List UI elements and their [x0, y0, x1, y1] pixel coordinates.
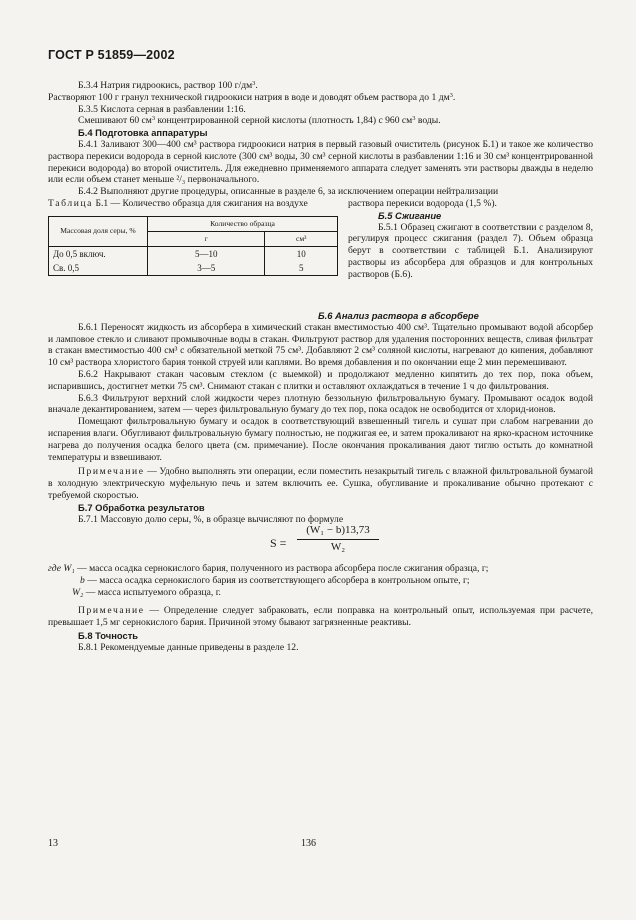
note-1 — [48, 466, 593, 501]
section-b7-title: Б.7 Обработка результатов — [78, 501, 205, 513]
table-column — [48, 198, 338, 276]
table-header-group: Количество образца — [148, 216, 338, 231]
formula-numerator: (W₁ − b)13,73 — [306, 524, 370, 537]
clause-b34: Б.3.4 Натрия гидроокись, раствор 100 $г/дм^3$. — [78, 80, 258, 91]
table-cell: 5 — [265, 261, 338, 276]
clause-b51: Б.5.1 Образец сжигают в соответствии с разделом 8, регулируя процесс сжигания (раздел 7). Объем образца берут в соответствии с таблицей Б.1. Анализируют растворы из абсорбера для образцов и для контрольных растворов (Б.6). — [348, 221, 593, 280]
table-header-g: г — [148, 231, 265, 246]
clause-b42-cont: раствора перекиси водорода (1,5 %). — [348, 197, 497, 209]
legend-symbol: b — [80, 575, 85, 587]
formula-lhs: S = — [270, 536, 287, 551]
formula-denominator: W₂ — [330, 541, 346, 554]
right-column — [348, 198, 593, 281]
note-2-text: — Определение следует забраковать, если поправка на контрольный опыт, используемая при расчете, превышает 1,5 мг сернокислого бария. Причиной этому бывают загрязненные реактивы. — [48, 604, 593, 628]
table-caption-prefix: Таблица — [48, 197, 94, 209]
note-2-label: Примечание — [78, 604, 145, 616]
clause-b63-2: Помещают фильтровальную бумагу и осадок в соответствующий взвешенный тигель и сушат при слабом нагревании до испарения влаги. Обугливают фильтровальную бумагу полностью, не поджигая ее, и затем прокаливают на ярко-красном источнике нагрева до получения осадка белого цвета (см. примечание). После окончания прокаливания дают тиглю остыть до комнатной температуры и взвешивают. — [48, 416, 593, 463]
legend-symbol: W₂ — [72, 586, 84, 598]
table-header-mass: Массовая доля серы, % — [49, 216, 148, 246]
formula-legend — [48, 563, 593, 598]
clause-b35-body-a: Смешивают 60 см — [78, 115, 152, 127]
clause-b35-body: Смешивают 60 $см^3$ концентрированной серной кислоты (плотность 1,84) с 960 $см^3$ воды. — [78, 115, 441, 127]
clause-b41: Б.4.1 Заливают 300—400 см³ раствора гидроокиси натрия в первый газовый очиститель (рисунок Б.1) и такое же количество раствора перекиси водорода в серной кислоте (300 см³ воды, 30 см³ серной кислоты в разбавлении 1:16 и 30 см³ концентрированной перекиси водорода) во второй очиститель. Для ежедневно применяемого аппарата следует заменять эти растворы дважды в неделю или если объем станет меньше ²/₃ первоначального. — [48, 138, 593, 186]
legend-text: — масса осадка сернокислого бария из соответствующего абсорбера в контрольном опыте, г; — [84, 575, 470, 587]
table-cell: До 0,5 включ. — [49, 246, 148, 261]
clause-b35: Б.3.5 Кислота серная в разбавлении 1:16. — [78, 103, 246, 115]
footer-left-page-number: 13 — [48, 838, 58, 849]
section-b8-title: Б.8 Точность — [78, 630, 139, 642]
table-header-cm: см³ — [265, 231, 338, 246]
clause-b34-text: Б.3.4 Натрия гидроокись, раствор 100 г/дм — [78, 80, 253, 91]
document-body — [48, 80, 593, 654]
clause-b35-body-b: концентрированной серной кислоты (плотность 1,84) с 960 см — [155, 115, 413, 127]
table-caption-text: Б.1 — Количество образца для сжигания на воздухе — [93, 197, 308, 209]
note-1-text: — Удобно выполнять эти операции, если поместить незакрытый тигель с влажной фильтровальной бумагой в холодную электрическую муфельную печь и затем включить ее. Сушка, обугливание и прокаливание обычно протекают с требуемой скоростью. — [48, 466, 593, 501]
legend-symbol: где W₁ — [48, 563, 75, 575]
clause-b34-body-text: Растворяют 100 г гранул технической гидроокиси натрия в воде и доводят объем раствора до 1 дм — [48, 91, 450, 103]
table-cell: 3—5 — [148, 261, 265, 276]
table-row — [49, 246, 338, 261]
clause-b81: Б.8.1 Рекомендуемые данные приведены в разделе 12. — [78, 642, 299, 654]
legend-item — [48, 575, 593, 587]
clause-b35-body-c: воды. — [415, 115, 441, 127]
clause-b62: Б.6.2 Накрывают стакан часовым стеклом (с выемкой) и продолжают медленно кипятить до тех пор, пока объем, испарившись, достигнет метки 75 см³. Снимают стакан с плитки и оставляют охлаждаться в течение 1 ч до фильтрования. — [48, 368, 593, 392]
table-cell: 5—10 — [148, 246, 265, 261]
section-b5-title: Б.5 Сжигание — [378, 209, 442, 221]
legend-item — [48, 587, 593, 599]
legend-text: — масса осадка сернокислого бария, полученного из раствора абсорбера после сжигания образца, г; — [74, 563, 489, 575]
two-column-block — [48, 198, 593, 310]
section-b4-title: Б.4 Подготовка аппаратуры — [78, 127, 208, 139]
note-2 — [48, 605, 593, 629]
table-caption — [48, 198, 338, 210]
table-row — [49, 261, 338, 276]
clause-b63: Б.6.3 Фильтруют верхний слой жидкости через плотную беззольную фильтровальную бумагу. Промывают осадок водой вначале декантированием, затем — через фильтровальную бумагу до тех пор, пока осадок не освободится от хлорид-ионов. — [48, 392, 593, 416]
document-header: ГОСТ Р 51859—2002 — [48, 48, 175, 62]
table-cell: 10 — [265, 246, 338, 261]
clause-b42: Б.4.2 Выполняют другие процедуры, описанные в разделе 6, за исключением операции нейтрализации — [78, 186, 499, 198]
sulfur-formula — [48, 525, 593, 563]
formula-bar — [297, 539, 379, 540]
note-1-label: Примечание — [78, 466, 145, 478]
legend-text: — масса испытуемого образца, г. — [83, 586, 221, 598]
section-b6-title: Б.6 Анализ раствора в абсорбере — [318, 309, 479, 321]
clause-b71: Б.7.1 Массовую долю серы, %, в образце вычисляют по формуле — [78, 513, 344, 525]
legend-item — [48, 563, 593, 575]
formula-fraction — [293, 525, 383, 554]
table-cell: Св. 0,5 — [49, 261, 148, 276]
clause-b34-body: Растворяют 100 г гранул технической гидроокиси натрия в воде и доводят объем раствора до 1 $дм^3$. — [48, 91, 456, 103]
footer-center-page-number: 136 — [301, 838, 316, 849]
clause-b61: Б.6.1 Переносят жидкость из абсорбера в химический стакан вместимостью 400 см³. Тщательно промывают водой абсорбер и ламповое стекло и сливают промывочные воды в стакан. Фильтруют раствор для удаления посторонних веществ, сливая фильтрат в стакан вместимостью 400 см³ с обязательной меткой 75 см³. Добавляют 2 см³ соляной кислоты, нагревают до кипения, добавляют 10 см³ раствора хлористого бария тонкой струей или каплями. Во время добавления и по окончании еще 2 мин перемешивают. — [48, 321, 593, 369]
sample-quantity-table — [48, 216, 338, 276]
